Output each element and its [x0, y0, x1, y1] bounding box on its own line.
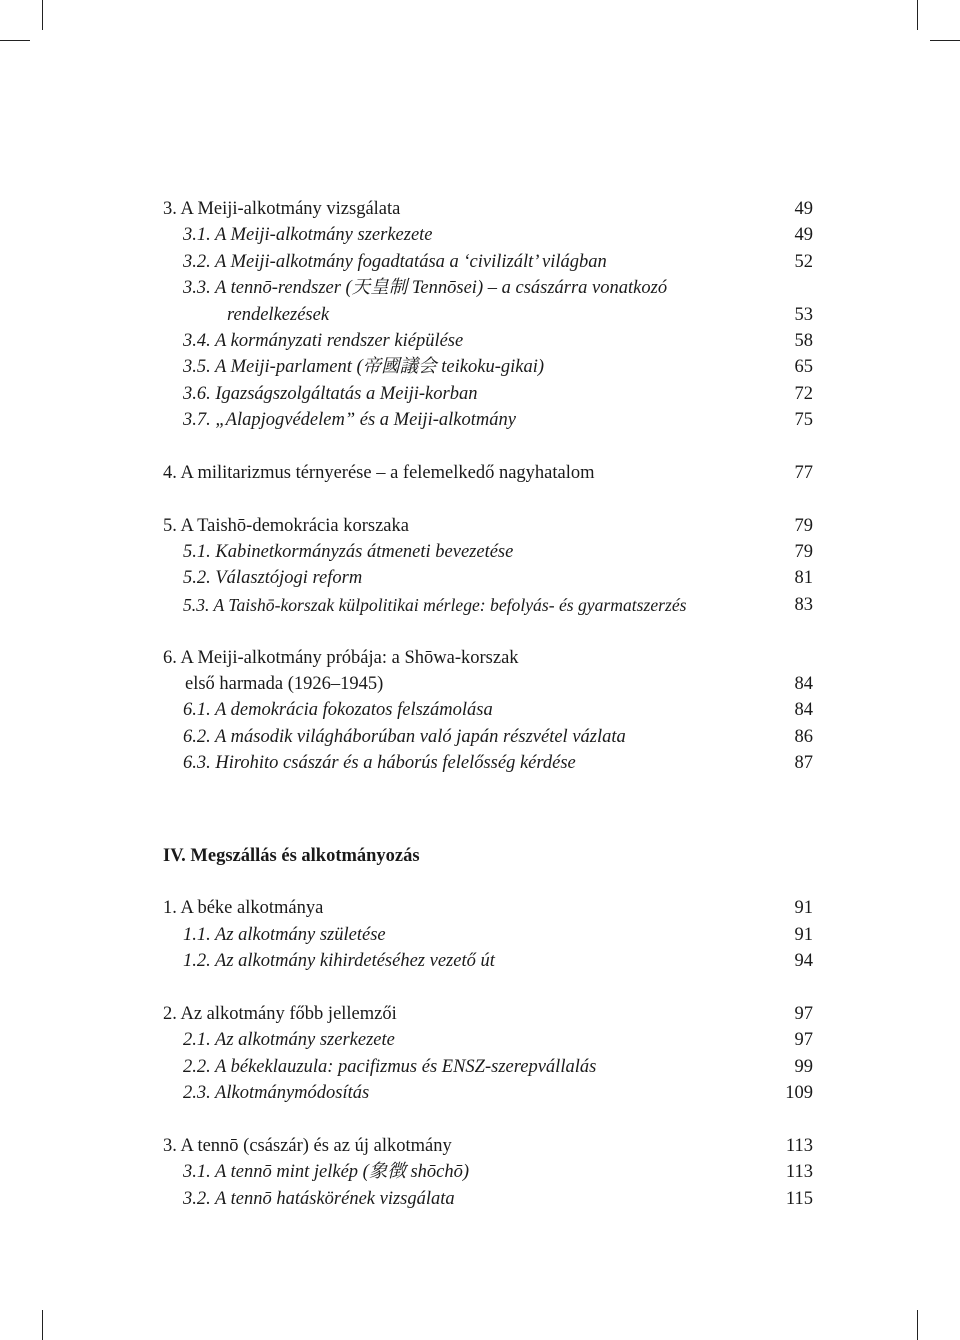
toc-entry-iv-3-2: [163, 1186, 813, 1212]
toc-entry-iv-2-2: [163, 1054, 813, 1080]
crop-mark-bottom-left-v: [42, 1310, 43, 1340]
toc-entry-title: 5. A Taishō-demokrácia korszaka: [163, 515, 409, 536]
toc-entry-3-6: [163, 381, 813, 407]
toc-entry-title: 3. A Meiji-alkotmány vizsgálata: [163, 199, 401, 219]
toc-entry-5: [163, 513, 813, 539]
toc-entry-title: 3.1. A Meiji-alkotmány szerkezete: [183, 225, 433, 246]
toc-entry-3: [163, 196, 813, 222]
toc-page-number: 94: [794, 951, 813, 972]
toc-page-number: 84: [794, 674, 813, 695]
toc-page-number: 86: [794, 726, 813, 747]
toc-entry-3-4: [163, 328, 813, 354]
toc-entry-title: 3. A tennō (császár) és az új alkotmány: [163, 1135, 452, 1156]
crop-mark-bottom-right-v: [917, 1310, 918, 1340]
toc-entry-title: 3.6. Igazságszolgáltatás a Meiji-korban: [183, 383, 478, 404]
toc-entry-5-2: [163, 565, 813, 591]
toc-entry-title: 3.1. A tennō mint jelkép (象徴 shōchō): [183, 1162, 470, 1183]
crop-mark-top-left-h: [0, 40, 30, 41]
toc-entry-6-1: [163, 697, 813, 723]
toc-page-number: 84: [794, 700, 813, 721]
toc-entry-title: 1.2. Az alkotmány kihirdetéséhez vezető út: [183, 951, 495, 972]
toc-entry-title: 1.1. Az alkotmány születése: [183, 924, 386, 945]
toc-entry-title: 2.1. Az alkotmány szerkezete: [183, 1030, 395, 1051]
toc-entry-6: [163, 645, 813, 671]
toc-entry-title: 5.2. Választójogi reform: [183, 568, 363, 589]
toc-entry-title: IV. Megszállás és alkotmányozás: [163, 845, 420, 866]
toc-page-number: 91: [794, 924, 813, 945]
toc-entry-title: 3.7. „Alapjogvédelem” és a Meiji-alkotmány: [183, 410, 516, 431]
toc-entry-iv-1-2: [163, 948, 813, 974]
toc-page-number: 65: [794, 357, 813, 378]
toc-entry-title: 3.2. A Meiji-alkotmány fogadtatása a ‘civilizált’ világban: [183, 251, 607, 272]
toc-entry-3-3-cont: [163, 302, 813, 328]
toc-page-number: 58: [794, 330, 813, 351]
toc-entry-iv-2-1: [163, 1027, 813, 1053]
toc-entry-iv-1-1: [163, 922, 813, 948]
toc-page-number: 97: [794, 1030, 813, 1051]
toc-entry-title: 2.3. Alkotmánymódosítás: [183, 1083, 370, 1104]
toc-part-heading-iv: [163, 843, 813, 869]
toc-entry-title: 6.2. A második világháborúban való japán részvétel vázlata: [183, 726, 626, 747]
toc-entry-4: [163, 460, 813, 486]
toc-entry-3-3: [163, 275, 813, 301]
toc-page-number: 75: [794, 410, 813, 431]
toc-page-number: 113: [785, 1135, 813, 1156]
toc-entry-title: 3.2. A tennō hatáskörének vizsgálata: [183, 1188, 455, 1209]
toc-entry-title: 1. A béke alkotmánya: [163, 898, 324, 919]
toc-entry-6-3: [163, 750, 813, 776]
toc-entry-iv-1: [163, 895, 813, 921]
toc-entry-iv-3: [163, 1133, 813, 1159]
toc-entry-iv-2: [163, 1001, 813, 1027]
toc-entry-3-7: [163, 407, 813, 433]
toc-page-number: 72: [794, 383, 813, 404]
toc-entry-6-2: [163, 724, 813, 750]
toc-entry-title: 3.4. A kormányzati rendszer kiépülése: [183, 330, 464, 351]
toc-page-number: 115: [785, 1188, 813, 1209]
toc-entry-title: 2.2. A békeklauzula: pacifizmus és ENSZ-szerepvállalás: [183, 1056, 597, 1077]
crop-mark-top-left-v: [42, 0, 43, 30]
toc-entry-5-3: [163, 592, 813, 618]
toc-page-number: 99: [794, 1056, 813, 1077]
toc-entry-3-5: [163, 354, 813, 380]
toc-entry-title: 3.5. A Meiji-parlament (帝國議会 teikoku-gikai): [183, 357, 545, 378]
toc-entry-title: 4. A militarizmus térnyerése – a felemelkedő nagyhatalom: [163, 462, 595, 483]
toc-page-number: 79: [794, 542, 813, 563]
toc-page-number: 53: [794, 304, 813, 325]
toc-page-number: 52: [794, 251, 813, 272]
toc-page-number: 97: [794, 1003, 813, 1024]
toc-entry-title: 6.3. Hirohito császár és a háborús felelősség kérdése: [183, 753, 576, 774]
crop-mark-top-right-h: [930, 40, 960, 41]
toc-entry-5-1: [163, 539, 813, 565]
toc-entry-title: 5.3. A Taishō-korszak külpolitikai mérlege: befolyás- és gyarmatszerzés: [183, 594, 687, 615]
toc-entry-title: első harmada (1926–1945): [185, 674, 384, 695]
toc-page-number: 49: [794, 225, 813, 246]
table-of-contents: [163, 196, 813, 1212]
toc-page-number: 49: [794, 199, 813, 219]
toc-entry-3-2: [163, 249, 813, 275]
toc-page-number: 113: [785, 1162, 813, 1183]
toc-page-number: 83: [794, 594, 813, 615]
toc-page-number: 87: [794, 753, 813, 774]
toc-page-number: 81: [794, 568, 813, 589]
toc-entry-title: 6.1. A demokrácia fokozatos felszámolása: [183, 700, 493, 721]
toc-entry-title: 3.3. A tennō-rendszer (天皇制 Tennōsei) – a császárra vonatkozó: [183, 278, 668, 299]
toc-entry-6-cont: [163, 671, 813, 697]
toc-entry-iv-3-1: [163, 1159, 813, 1185]
toc-entry-title: 5.1. Kabinetkormányzás átmeneti bevezetése: [183, 542, 514, 563]
toc-page-number: 79: [794, 515, 813, 536]
toc-entry-iv-2-3: [163, 1080, 813, 1106]
toc-entry-title: rendelkezések: [227, 304, 330, 325]
toc-page-number: 91: [794, 898, 813, 919]
crop-mark-top-right-v: [917, 0, 918, 30]
toc-entry-title: 2. Az alkotmány főbb jellemzői: [163, 1003, 397, 1024]
toc-page-number: 77: [794, 462, 813, 483]
toc-entry-title: 6. A Meiji-alkotmány próbája: a Shōwa-korszak: [163, 647, 519, 668]
toc-page-number: 109: [785, 1083, 813, 1104]
toc-entry-3-1: [163, 222, 813, 248]
